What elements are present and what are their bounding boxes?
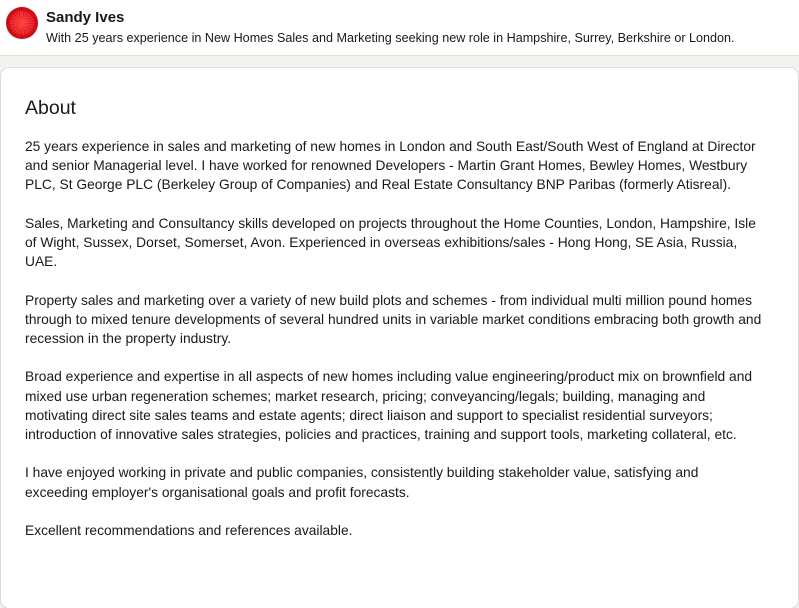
about-paragraph: Excellent recommendations and references available. <box>25 522 353 538</box>
about-paragraph: I have enjoyed working in private and public companies, consistently building stakeholder value, satisfying and exceeding employer's organisational goals and profit forecasts. <box>25 465 699 500</box>
about-paragraph: Sales, Marketing and Consultancy skills developed on projects throughout the Home Counties, London, Hampshire, Isle of Wight, Sussex, Dorset, Somerset, Avon. Experienced in overseas exhibitions/sales - Hong Hong, SE Asia, Russia, UAE. <box>25 215 756 270</box>
about-paragraph: Property sales and marketing over a variety of new build plots and schemes - from individual multi million pound homes through to mixed tenure developments of several hundred units in variable market conditions embracing both growth and recession in the property industry. <box>25 292 762 346</box>
about-title: About <box>25 97 76 119</box>
about-paragraph: 25 years experience in sales and marketing of new homes in London and South East/South West of England at Director and senior Managerial level. I have worked for renowned Developers - Martin Grant Homes, Bewley Homes, Westbury PLC, St George PLC (Berkeley Group of Companies) and Real Estate Consultancy BNP Paribas (formerly Atisreal). <box>25 139 756 193</box>
about-section <box>1 68 798 608</box>
avatar[interactable] <box>6 7 38 39</box>
profile-headline: With 25 years experience in New Homes Sales and Marketing seeking new role in Hampshire, Surrey, Berkshire or London. <box>46 31 735 45</box>
profile-name[interactable]: Sandy Ives <box>46 9 125 26</box>
sticky-profile-header <box>0 0 799 56</box>
about-body <box>25 137 765 559</box>
about-paragraph: Broad experience and expertise in all aspects of new homes including value engineering/product mix on brownfield and mixed use urban regeneration schemes; market research, pricing; conveyancing/legals; building, managing and motivating direct site sales teams and estate agents; direct liaison and support to specialist residential surveyors; introduction of innovative sales strategies, policies and practices, training and support tools, marketing collateral, etc. <box>25 369 753 442</box>
